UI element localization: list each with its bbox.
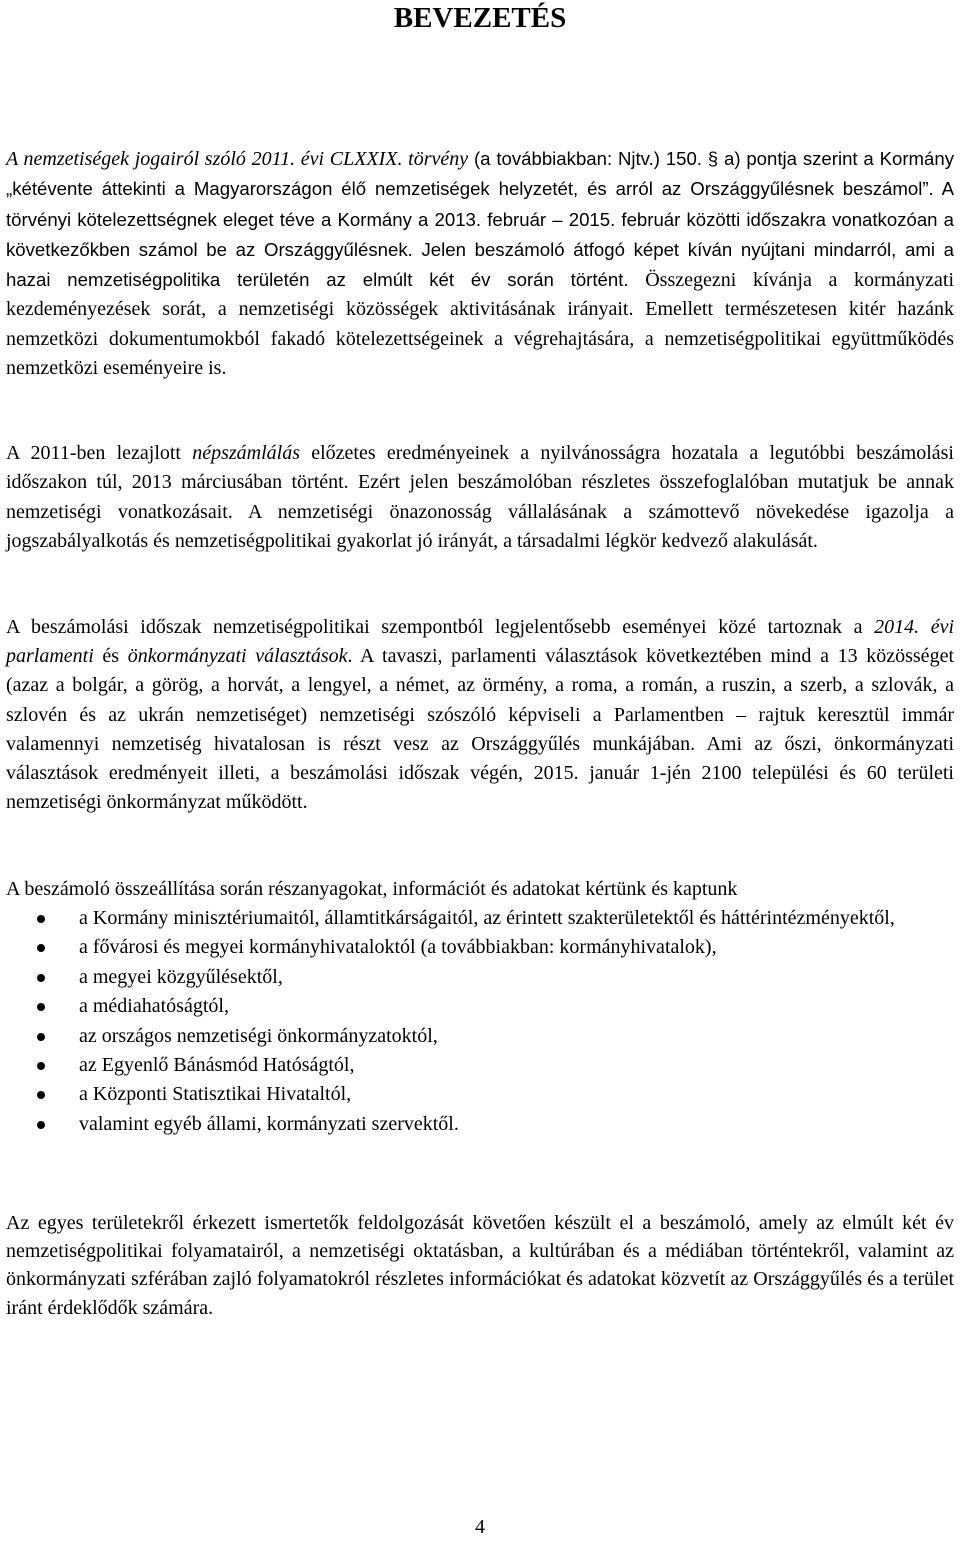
bullet-icon [37,915,45,923]
list-item [6,992,954,1021]
list-item-text: az Egyenlő Bánásmód Hatóságtól, [79,1054,355,1077]
list-item-text: a megyei közgyűlésektől, [79,965,283,988]
list-item [6,933,954,962]
bullet-icon [37,1033,45,1041]
list-item [6,963,954,992]
list-item [6,904,954,933]
bullet-icon [37,1062,45,1070]
paragraph-census-text-2: előzetes eredményeinek a nyilvánosságra hozatala a legutóbbi beszámolási időszakon túl, 2013 márciusában történt. Ezért jelen beszámolóban részletes összefoglalóban mutatjuk be annak nemzetiségi vonatkozásait. A nemzetiségi önazonosság vállalásának a számottevő növekedése igazolja a jogszabályalkotás és nemzetiségpolitikai gyakorlat jó irányát, a társadalmi légkör kedvező alakulását. [6,442,954,553]
sources-list [6,904,954,1139]
paragraph-intro-text-sans: (a továbbiakban: Njtv.) 150. § a) pontja szerint a Kormány „kétévente áttekinti a Magyarországon élő nemzetiségek helyzetét, és arról az Országgyűlésnek beszámol”. A törvényi kötelezettségnek eleget téve a Kormány a 2013. február – 2015. február közötti időszakra vonatkozóan a következőkben számol be az Országgyűlésnek. Jelen beszámoló átfogó képet kíván nyújtani mindarról, ami a hazai nemzetiségpolitika területén az elmúlt két év során történt. [6,148,954,291]
bullet-icon [37,974,45,982]
paragraph-sources-intro: A beszámoló összeállítása során részanyagokat, információt és adatokat kértünk és kaptunk [6,878,738,900]
list-item [6,1080,954,1109]
paragraph-census-text-1: A 2011-ben lezajlott [6,442,193,464]
paragraph-elections-text-2: és [93,645,128,668]
list-item [6,1110,954,1139]
list-item-text: az országos nemzetiségi önkormányzatoktól, [79,1024,438,1047]
list-item [6,1051,954,1080]
paragraph-intro-text: Összegezni kívánja a kormányzati kezdeményezések sorát, a nemzetiségi közösségek aktivitásának irányait. Emellett természetesen kitér hazánk nemzetközi dokumentumokból fakadó kötelezettségeinek a végrehajtására, a nemzetiségpolitikai együttműködés nemzetközi eseményeire is. [6,269,955,380]
parliamentary-elections-italic: 2014. évi parlamenti [6,616,954,668]
paragraph-elections-text-1: A beszámolási időszak nemzetiségpolitikai szempontból legjelentősebb eseményei közé tartoznak a [6,616,875,638]
bullet-icon [37,1091,45,1099]
paragraph-intro [6,144,954,383]
paragraph-summary: Az egyes területekről érkezett ismertetők feldolgozását követően készült el a beszámoló, amely az elmúlt két év nemzetiségpolitikai folyamatairól, a nemzetiségi oktatásban, a kultúrában és a médiában történtekről, valamint az önkormányzati szférában zajló folyamatokról részletes információkat és adatokat közvetít az Országgyűlés és a terület iránt érdeklődők számára. [6,1212,954,1319]
bullet-icon [37,1003,45,1011]
list-item [6,1022,954,1051]
local-elections-italic: önkormányzati választások [127,645,348,668]
page-number: 4 [475,1516,485,1538]
law-title-italic: A nemzetiségek jogairól szóló 2011. évi CLXXIX. törvény [6,148,469,170]
list-item-text: a Kormány minisztériumaitól, államtitkárságaitól, az érintett szakterületektől és háttérintézményektől, [79,907,895,929]
paragraph-elections-text-3: . A tavaszi, parlamenti választások következtében mind a 13 közösséget (azaz a bolgár, a görög, a horvát, a lengyel, a német, az örmény, a roma, a román, a ruszin, a szerb, a szlovák, a szlovén és az ukrán nemzetiséget) nemzetiségi szószóló képviseli a Parlamentben – rajtuk keresztül immár valamennyi nemzetiség hivatalosan is részt vesz az Országgyűlés munkájában. Ami az őszi, önkormányzati választások eredményeit illeti, a beszámolási időszak végén, 2015. január 1-jén 2100 települési és 60 területi nemzetiségi önkormányzat működött. [6,645,954,814]
bullet-icon [37,1121,45,1129]
list-item-text: a fővárosi és megyei kormányhivataloktól (a továbbiakban: kormányhivatalok), [79,936,717,959]
list-item-text: a Központi Statisztikai Hivataltól, [79,1083,352,1106]
document-page [6,0,954,1541]
paragraph-census [6,439,954,557]
list-item-text: valamint egyéb állami, kormányzati szervektől. [79,1112,459,1135]
list-item-text: a médiahatóságtól, [79,995,229,1018]
page-title: BEVEZETÉS [393,2,567,34]
paragraph-elections [6,613,954,817]
census-italic: népszámlálás [192,442,301,464]
bullet-icon [37,944,45,952]
